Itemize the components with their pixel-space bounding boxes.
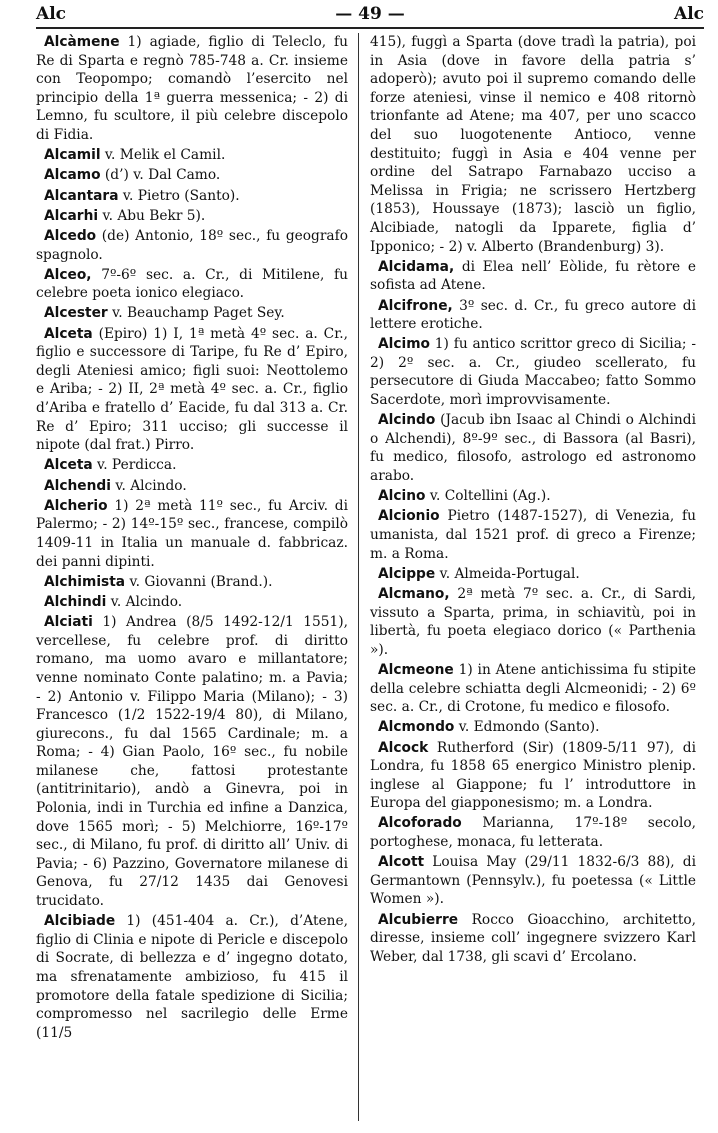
entry-text: (Epiro) 1) I, 1ª metà 4º sec. a. Cr., figlio e successore di Taripe, fu Re d’ Epiro, degli Ateniesi amico; figli suoi: Neottolemo e Ariba; - 2) II, 2ª metà 4º sec. a. Cr., figlio d’Ariba e fratello d’ Eacide, fu dal 313 a. Cr. Re d’ Epiro; 311 ucciso; gli successe il nipote (dal frat.) Pirro.	[36, 325, 348, 454]
entry-headword: Alceta	[44, 457, 93, 474]
entry-text: Rutherford (Sir) (1809-5/11 97), di Londra, fu 1858 65 energico Ministro plenip. inglese al Giappone; fu l’ introduttore in Europa del giapponesismo; m. a Londra.	[370, 739, 696, 812]
entry-text: 1) agiade, figlio di Teleclo, fu Re di Sparta e regnò 785-748 a. Cr. insieme con Teopompo; comandò l’esercito nel principio della 1ª guerra messenica; - 2) di Lemno, fu scultore, il più celebre discepolo di Fidia.	[36, 34, 348, 143]
entry-text: v. Abu Bekr 5).	[98, 207, 206, 224]
dictionary-entry	[36, 266, 348, 303]
entry-text: Louisa May (29/11 1832-6/3 88), di Germantown (Pennsylv.), fu poetessa (« Little Women »).	[370, 854, 696, 908]
dictionary-entry	[370, 739, 696, 813]
running-header	[36, 4, 704, 28]
entry-headword: Alcock	[378, 739, 429, 756]
dictionary-entry	[370, 911, 696, 967]
entry-text: (de) Antonio, 18º sec., fu geografo spagnolo.	[36, 227, 348, 263]
entry-headword: Alcmano,	[378, 585, 450, 602]
entry-text: Marianna, 17º-18º secolo, portoghese, monaca, fu letterata.	[370, 815, 696, 851]
entry-headword: Alcmeone	[378, 661, 454, 678]
dictionary-entry	[36, 304, 348, 323]
entry-headword: Alcimo	[378, 336, 430, 353]
entry-headword: Alcamo	[44, 167, 101, 184]
dictionary-entry	[36, 146, 348, 165]
dictionary-entry	[370, 718, 696, 737]
entry-headword: Alcibiade	[44, 913, 116, 930]
entry-headword: Alcionio	[378, 508, 440, 525]
entry-text: v. Melik el Camil.	[100, 147, 226, 164]
header-right-keyword: Alc	[674, 4, 704, 24]
dictionary-entry	[370, 565, 696, 584]
entry-text: Pietro (1487-1527), di Venezia, fu umanista, dal 1521 prof. di greco a Firenze; m. a Roma.	[370, 508, 696, 562]
entry-text: (Jacub ibn Isaac al Chindi o Alchindi o Alchendi), 8º-9º sec., di Bassora (al Basri), fu medico, filosofo, astrologo ed astronomo arabo.	[370, 412, 696, 485]
entry-headword: Alcindo	[378, 412, 436, 429]
dictionary-entry	[36, 593, 348, 612]
dictionary-entry	[36, 573, 348, 592]
entry-headword: Alcarhi	[44, 207, 99, 224]
entry-text: (d’) v. Dal Camo.	[100, 167, 221, 184]
header-left-keyword: Alc	[36, 4, 66, 24]
entry-headword: Alcippe	[378, 565, 436, 582]
entry-headword: Alchindi	[44, 593, 107, 610]
entry-headword: Alceo,	[44, 266, 92, 283]
left-column	[36, 33, 348, 1044]
dictionary-entry	[36, 456, 348, 475]
dictionary-entry	[36, 613, 348, 911]
entry-text: v. Giovanni (Brand.).	[125, 573, 273, 590]
dictionary-entry	[370, 661, 696, 717]
dictionary-entry	[36, 497, 348, 571]
entry-text: 1) fu antico scrittor greco di Sicilia; - 2) 2º sec. a. Cr., giudeo scellerato, fu persecutore di Giuda Maccabeo; fatto Sommo Sacerdote, morì improvvisamente.	[370, 336, 696, 409]
entry-headword: Alcàmene	[44, 34, 120, 50]
entry-text: 1) 2ª metà 11º sec., fu Arciv. di Palermo; - 2) 14º-15º sec., francese, compilò 1409-11 in Italia un manuale d. fabbricaz. dei panni dipinti.	[36, 497, 348, 570]
entry-headword: Alchimista	[44, 573, 126, 590]
column-divider	[358, 33, 359, 1121]
entry-text: 2ª metà 7º sec. a. Cr., di Sardi, vissuto a Sparta, prima, in schiavitù, poi in libertà, fu poeta elegiaco dorico (« Parthenia »).	[370, 585, 696, 658]
entry-headword: Alcherio	[44, 497, 108, 514]
entry-headword: Alceta	[44, 325, 93, 342]
dictionary-entry	[370, 411, 696, 485]
entry-text: 415), fuggì a Sparta (dove tradì la patria), poi in Asia (dove in favore della patria s’ adoperò); avuto poi il supremo comando delle forze ateniesi, vinse il nemico e 408 ritornò trionfante ad Atene; ma 407, per uno scacco del suo luogotenente Antioco, venne destituito; fuggì in Asia e 404 venne per ordine del Satrapo Farnabazo ucciso a Melissa in Frigia; ne scrissero Hertzberg (1853), Houssaye (1873); lasciò un figlio, Alcibiade, natogli da Ipparete, figlia d’ Ipponico; - 2) v. Alberto (Brandenburg) 3).	[370, 34, 696, 255]
entry-text: 7º-6º sec. a. Cr., di Mitilene, fu celebre poeta ionico elegiaco.	[36, 266, 348, 302]
dictionary-entry	[36, 227, 348, 264]
entry-text: v. Beauchamp Paget Sey.	[107, 305, 285, 322]
entry-headword: Alchendi	[44, 477, 111, 494]
entry-headword: Alcamil	[44, 147, 101, 164]
dictionary-entry	[370, 335, 696, 409]
dictionary-entry	[36, 207, 348, 226]
entry-headword: Alcmondo	[378, 719, 455, 736]
entry-text: di Elea nell’ Eòlide, fu rètore e sofista ad Atene.	[370, 258, 696, 294]
entry-text: v. Alcindo.	[106, 593, 183, 610]
dictionary-entry	[36, 325, 348, 455]
dictionary-entry	[36, 477, 348, 496]
entry-text: 1) (451-404 a. Cr.), d’Atene, figlio di Clinia e nipote di Pericle e discepolo di Socrate, di bellezza e d’ ingegno dotato, ma sfrenatamente ambizioso, fu 415 il promotore della fatale spedizione di Sicilia; compromesso nel sacrilegio delle Erme (11/5	[36, 913, 348, 1041]
dictionary-entry	[36, 33, 348, 145]
entry-headword: Alcantara	[44, 187, 119, 204]
right-column	[370, 33, 696, 968]
entry-headword: Alcoforado	[378, 815, 462, 832]
entry-headword: Alcidama,	[378, 258, 455, 275]
entry-headword: Alcott	[378, 854, 425, 871]
dictionary-entry	[370, 33, 696, 256]
dictionary-entry	[370, 258, 696, 295]
header-rule	[36, 27, 704, 29]
entry-text: Rocco Gioacchino, architetto, diresse, insieme coll’ ingegnere svizzero Karl Weber, dal 1738, gli scavi d’ Ercolano.	[370, 911, 696, 965]
entry-headword: Alcifrone,	[378, 297, 453, 314]
entry-text: v. Perdicca.	[92, 457, 177, 474]
entry-text: v. Almeida-Portugal.	[435, 565, 580, 582]
page-number: — 49 —	[335, 4, 405, 24]
dictionary-entry	[370, 297, 696, 334]
entry-headword: Alciati	[44, 614, 93, 631]
dictionary-entry	[370, 487, 696, 506]
entry-headword: Alcubierre	[378, 911, 459, 928]
entry-headword: Alcino	[378, 488, 426, 505]
dictionary-entry	[36, 912, 348, 1042]
entry-text: 3º sec. d. Cr., fu greco autore di lettere erotiche.	[370, 297, 696, 333]
dictionary-entry	[36, 187, 348, 206]
entry-text: v. Alcindo.	[110, 477, 187, 494]
dictionary-entry	[370, 507, 696, 563]
dictionary-entry	[36, 166, 348, 185]
entry-text: 1) Andrea (8/5 1492-12/1 1551), vercellese, fu celebre prof. di diritto romano, ma uomo avaro e millantatore; venne nominato Conte palatino; m. a Pavia; - 2) Antonio v. Filippo Maria (Milano); - 3) Francesco (1/2 1522-19/4 80), di Milano, giurecons., fu dal 1565 Cardinale; m. a Roma; - 4) Gian Paolo, 16º sec., fu nobile milanese che, fattosi protestante (antitrinitario), andò a Ginevra, poi in Polonia, indi in Turchia ed infine a Danzica, dove 1565 morì; - 5) Melchiorre, 16º-17º sec., di Milano, fu prof. di diritto all’ Univ. di Pavia; - 6) Pazzino, Governatore milanese di Genova, fu 27/12 1435 dai Genovesi trucidato.	[36, 614, 348, 910]
entry-text: v. Pietro (Santo).	[118, 187, 240, 204]
entry-text: v. Edmondo (Santo).	[454, 719, 600, 736]
dictionary-entry	[370, 585, 696, 659]
entry-text: 1) in Atene antichissima fu stipite della celebre schiatta degli Alcmeonidi; - 2) 6º sec. a. Cr., di Crotone, fu medico e filosofo.	[370, 661, 696, 716]
dictionary-entry	[370, 853, 696, 909]
entry-text: v. Coltellini (Ag.).	[425, 488, 551, 505]
entry-headword: Alcedo	[44, 227, 97, 244]
entry-headword: Alcester	[44, 305, 108, 322]
dictionary-entry	[370, 814, 696, 851]
